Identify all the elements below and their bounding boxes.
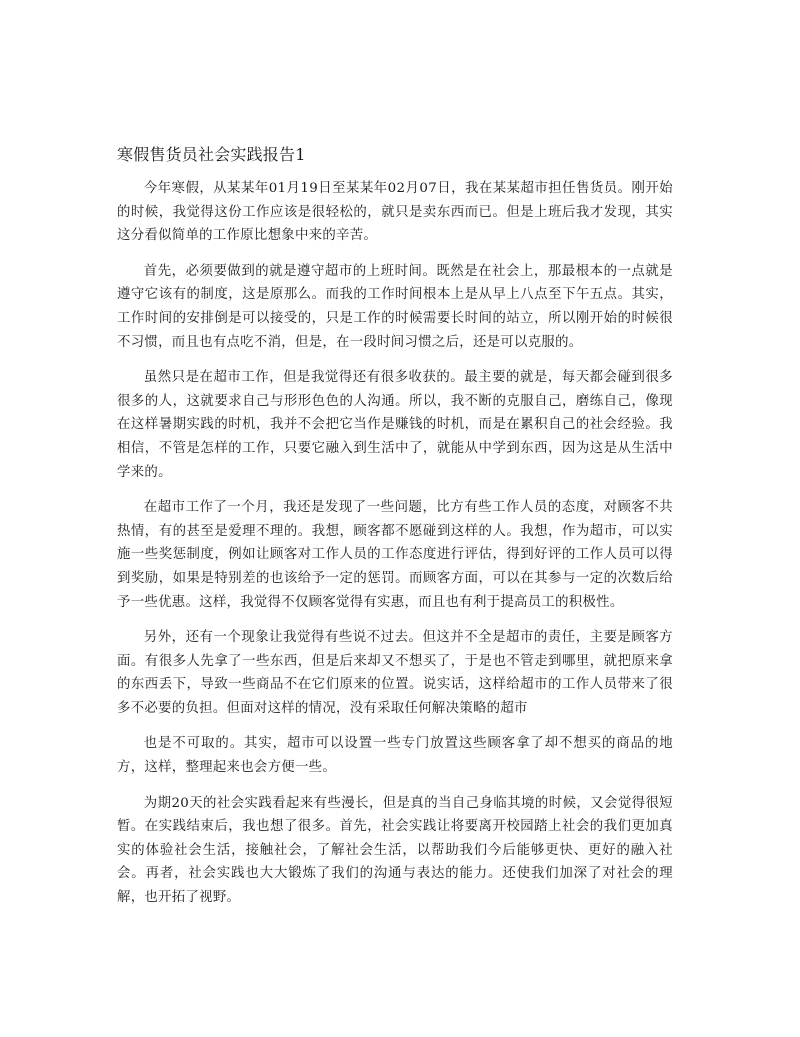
document-title: 寒假售货员社会实践报告1 xyxy=(117,145,306,164)
paragraph-problems: 在超市工作了一个月，我还是发现了一些问题，比方有些工作人员的态度，对顾客不共热情，有的甚至是爱理不理的。我想，顾客都不愿碰到这样的人。我想，作为超市，可以实施一些奖惩制度，例如让顾客对工作人员的工作态度进行评估，得到好评的工作人员可以得到奖励，如果是特别差的也该给予一定的惩罚。而顾客方面，可以在其参与一定的次数后给予一些优惠。这样，我觉得不仅顾客觉得有实惠，而且也有利于提高员工的积极性。 xyxy=(117,500,673,610)
paragraph-continuation: 也是不可取的。其实，超市可以设置一些专门放置这些顾客拿了却不想买的商品的地方，这样，整理起来也会方便一些。 xyxy=(117,736,673,776)
paragraph-gains: 虽然只是在超市工作，但是我觉得还有很多收获的。最主要的就是，每天都会碰到很多很多的人，这就要求自己与形形色色的人沟通。所以，我不断的克服自己，磨练自己，像现在这样暑期实践的时机，我并不会把它当作是赚钱的时机，而是在累积自己的社会经验。我相信，不管是怎样的工作，只要它融入到生活中了，就能从中学到东西，因为这是从生活中学来的。 xyxy=(117,370,673,480)
paragraph-work-hours: 首先，必须要做到的就是遵守超市的上班时间。既然是在社会上，那最根本的一点就是遵守它该有的制度，这是原那么。而我的工作时间根本上是从早上八点至下午五点。其实，工作时间的安排倒是可以接受的，只是工作的时候需要长时间的站立，所以刚开始的时候很不习惯，而且也有点吃不消，但是，在一段时间习惯之后，还是可以克服的。 xyxy=(117,263,673,350)
paragraph-intro: 今年寒假，从某某年01月19日至某某年02月07日，我在某某超市担任售货员。刚开始的时候，我觉得这份工作应该是很轻松的，就只是卖东西而已。但是上班后我才发现，其实这分看似简单的工作原比想象中来的辛苦。 xyxy=(117,181,673,244)
paragraph-conclusion: 为期20天的社会实践看起来有些漫长，但是真的当自己身临其境的时候，又会觉得很短暂。在实践结束后，我也想了很多。首先，社会实践让将要离开校园踏上社会的我们更加真实的体验社会生活，接触社会，了解社会生活，以帮助我们今后能够更快、更好的融入社会。再者，社会实践也大大锻炼了我们的沟通与表达的能力。还使我们加深了对社会的理解，也开拓了视野。 xyxy=(117,795,673,906)
paragraph-phenomenon: 另外，还有一个现象让我觉得有些说不过去。但这并不全是超市的责任，主要是顾客方面。有很多人先拿了一些东西，但是后来却又不想买了，于是也不管走到哪里，就把原来拿的东西丢下，导致一些商品不在它们原来的位置。说实话，这样给超市的工作人员带来了很多不必要的负担。但面对这样的情况，没有采取任何解决策略的超市 xyxy=(117,630,673,716)
document-page xyxy=(117,143,673,922)
